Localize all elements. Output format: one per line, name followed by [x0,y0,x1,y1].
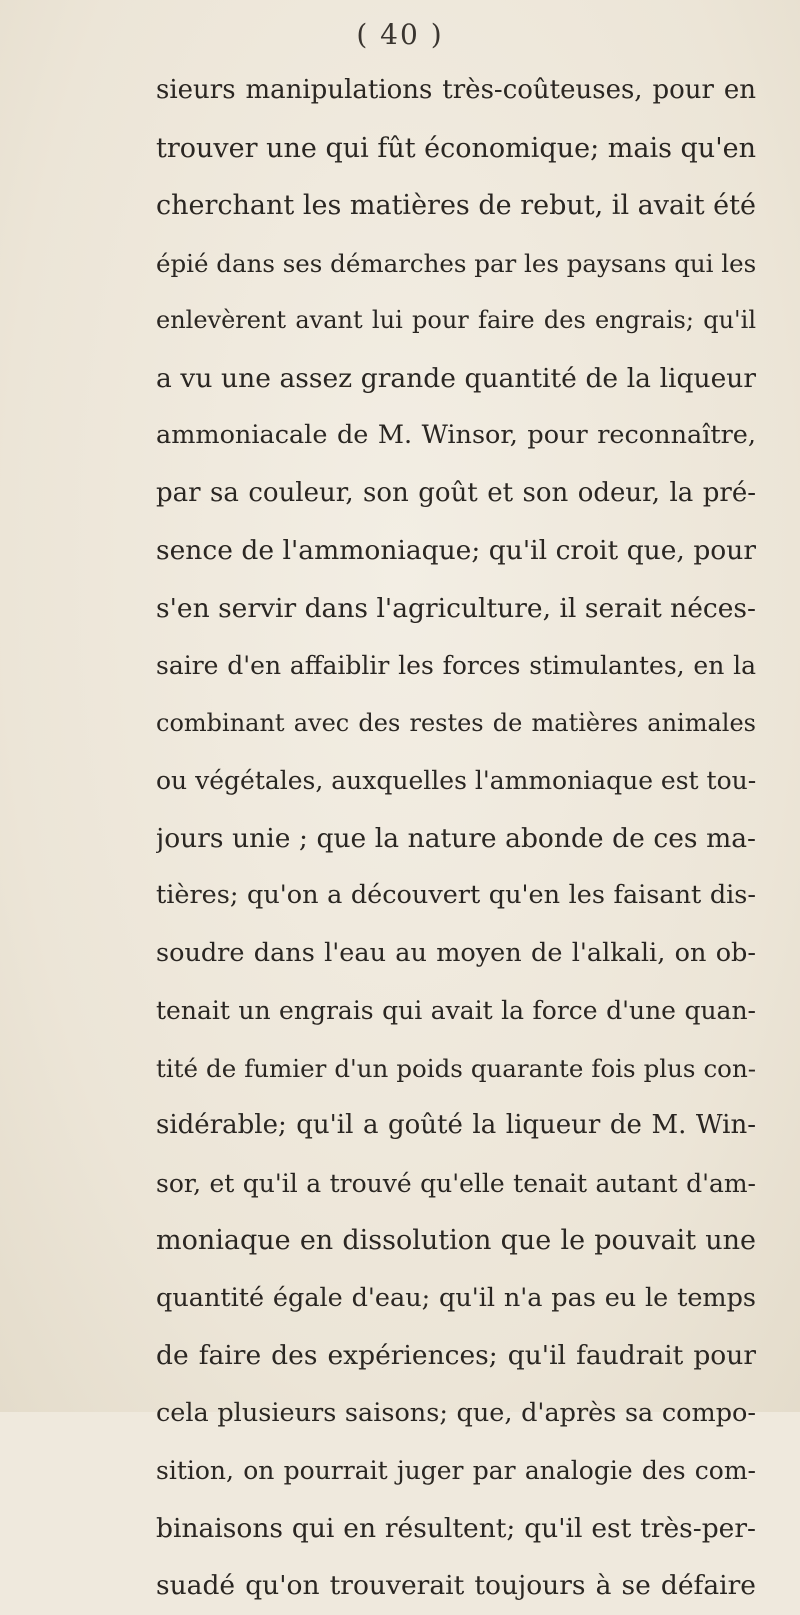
text-line: par sa couleur, son goût et son odeur, la pré- [156,477,756,508]
text-line: quantité égale d'eau; qu'il n'a pas eu le temps [156,1282,756,1313]
text-line: binaisons qui en résultent; qu'il est très-per- [156,1512,756,1544]
text-line: sence de l'ammoniaque; qu'il croit que, pour [156,535,756,566]
text-line: enlevèrent avant lui pour faire des engrais; qu'il [156,306,756,334]
text-line: sidérable; qu'il a goûté la liqueur de M. Win- [156,1110,756,1140]
text-line: jours unie ; que la nature abonde de ces ma- [156,822,756,854]
text-line: de faire des expériences; qu'il faudrait pour [156,1340,756,1371]
text-line: cela plusieurs saisons; que, d'après sa compo- [156,1397,756,1428]
text-line: trouver une qui fût économique; mais qu'en [156,132,756,164]
text-line: s'en servir dans l'agriculture, il serait néces- [156,592,756,624]
text-line: combinant avec des restes de matières animales [156,708,756,737]
text-line: épié dans ses démarches par les paysans qui les [156,248,756,278]
text-line: a vu une assez grande quantité de la liqueur [156,362,756,394]
text-line: suadé qu'on trouverait toujours à se défaire [156,1570,756,1601]
text-line: tité de fumier d'un poids quarante fois plus con- [156,1053,756,1083]
text-line: ammoniacale de M. Winsor, pour reconnaître, [156,420,756,450]
text-line: sieurs manipulations très-coûteuses, pour en [156,75,756,105]
text-line: tenait un engrais qui avait la force d'une quan- [156,996,756,1025]
text-line: tières; qu'on a découvert qu'en les faisant dis- [156,880,756,910]
text-line: ou végétales, auxquelles l'ammoniaque est tou- [156,766,756,795]
body-text [156,62,756,1615]
text-line: sor, et qu'il a trouvé qu'elle tenait autant d'am- [156,1168,756,1198]
text-line: soudre dans l'eau au moyen de l'alkali, on ob- [156,937,756,968]
page-number: ( 40 ) [356,18,444,51]
text-line: cherchant les matières de rebut, il avait été [156,190,756,221]
text-line: moniaque en dissolution que le pouvait une [156,1225,756,1256]
text-line: sition, on pourrait juger par analogie des com- [156,1456,756,1485]
text-line: saire d'en affaiblir les forces stimulantes, en la [156,651,756,680]
